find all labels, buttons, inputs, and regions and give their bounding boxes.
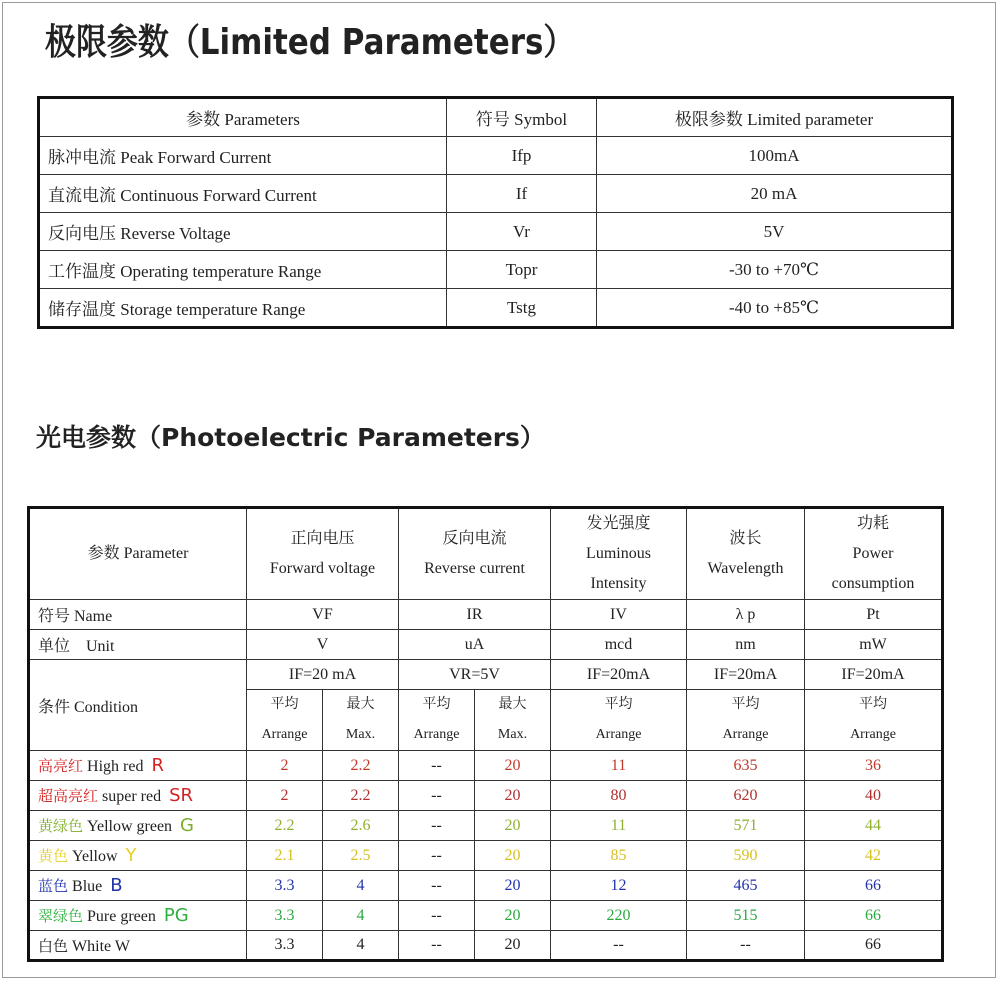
- value-cell: 465: [687, 871, 805, 901]
- header-li-en2: Intensity: [590, 575, 647, 592]
- value-cell: --: [399, 901, 475, 931]
- value-cell: 515: [687, 901, 805, 931]
- sub-arrange: 平均 Arrange: [805, 690, 943, 751]
- param-symbol: If: [447, 175, 597, 213]
- header-wl-en: Wavelength: [707, 560, 784, 577]
- value-cell: 571: [687, 811, 805, 841]
- value-cell: 220: [551, 901, 687, 931]
- value-cell: 12: [551, 871, 687, 901]
- header-li-en1: Luminous: [586, 545, 651, 562]
- condition-pt: IF=20mA: [805, 660, 943, 690]
- color-name: [29, 901, 247, 931]
- unit-nm: nm: [687, 630, 805, 660]
- color-name: [29, 751, 247, 781]
- header-limited-parameter: 极限参数 Limited parameter: [597, 98, 953, 137]
- color-name-en: White W: [72, 937, 130, 955]
- value-cell: --: [399, 781, 475, 811]
- color-name-cn: 蓝色: [38, 877, 69, 895]
- value-cell: 20: [475, 841, 551, 871]
- param-name: 直流电流 Continuous Forward Current: [39, 175, 447, 213]
- sub-max: 最大 Max.: [323, 690, 399, 751]
- header-forward-voltage: [247, 508, 399, 600]
- param-symbol: Tstg: [447, 289, 597, 328]
- sub-max: 最大 Max.: [475, 690, 551, 751]
- color-name: [29, 871, 247, 901]
- color-tag: R: [151, 755, 164, 776]
- color-name: [29, 931, 247, 961]
- unit-mw: mW: [805, 630, 943, 660]
- header-li-cn: 发光强度: [586, 515, 651, 532]
- condition-vf: IF=20 mA: [247, 660, 399, 690]
- header-parameter: 参数 Parameter: [29, 508, 247, 600]
- param-name: 脉冲电流 Peak Forward Current: [39, 137, 447, 175]
- condition-row: [29, 660, 943, 690]
- value-cell: 11: [551, 811, 687, 841]
- header-power-consumption: [805, 508, 943, 600]
- condition-ir: VR=5V: [399, 660, 551, 690]
- condition-label: 条件 Condition: [29, 660, 247, 751]
- param-value: -40 to +85℃: [597, 289, 953, 328]
- param-name: 反向电压 Reverse Voltage: [39, 213, 447, 251]
- header-luminous-intensity: [551, 508, 687, 600]
- unit-v: V: [247, 630, 399, 660]
- table-row: [29, 811, 943, 841]
- value-cell: --: [687, 931, 805, 961]
- table-header-row: [39, 98, 953, 137]
- table-header-row: [29, 508, 943, 600]
- unit-ua: uA: [399, 630, 551, 660]
- color-tag: PG: [163, 905, 189, 926]
- name-lambda: λ p: [687, 600, 805, 630]
- table-row: [39, 137, 953, 175]
- header-symbol: 符号 Symbol: [447, 98, 597, 137]
- value-cell: 44: [805, 811, 943, 841]
- value-cell: --: [399, 931, 475, 961]
- name-iv: IV: [551, 600, 687, 630]
- header-wl-cn: 波长: [729, 530, 762, 547]
- value-cell: 85: [551, 841, 687, 871]
- table-row: [39, 289, 953, 328]
- name-vf: VF: [247, 600, 399, 630]
- value-cell: 20: [475, 871, 551, 901]
- value-cell: --: [551, 931, 687, 961]
- color-name-cn: 超高亮红: [38, 787, 99, 805]
- color-tag: B: [110, 875, 123, 896]
- param-symbol: Vr: [447, 213, 597, 251]
- param-value: 20 mA: [597, 175, 953, 213]
- header-rc-en: Reverse current: [424, 560, 525, 577]
- color-name: [29, 841, 247, 871]
- header-rc-cn: 反向电流: [442, 530, 507, 547]
- value-cell: --: [399, 841, 475, 871]
- sub-arrange: 平均 Arrange: [247, 690, 323, 751]
- unit-label: 单位 Unit: [29, 630, 247, 660]
- color-name-cn: 黄色: [38, 847, 69, 865]
- color-tag: Y: [125, 845, 137, 866]
- color-name-en: Blue: [72, 878, 103, 895]
- color-name-cn: 黄绿色: [38, 817, 84, 835]
- header-parameters: 参数 Parameters: [39, 98, 447, 137]
- unit-row: [29, 630, 943, 660]
- table-row: [29, 871, 943, 901]
- table-row: [29, 901, 943, 931]
- name-pt: Pt: [805, 600, 943, 630]
- value-cell: 20: [475, 811, 551, 841]
- value-cell: --: [399, 811, 475, 841]
- value-cell: --: [399, 751, 475, 781]
- condition-lambda: IF=20mA: [687, 660, 805, 690]
- value-cell: 20: [475, 751, 551, 781]
- photoelectric-parameters-title: 光电参数（Photoelectric Parameters）: [36, 423, 545, 452]
- header-pc-cn: 功耗: [856, 515, 889, 532]
- sub-arrange: 平均 Arrange: [687, 690, 805, 751]
- value-cell: --: [399, 871, 475, 901]
- value-cell: 3.3: [247, 931, 323, 961]
- param-value: 100mA: [597, 137, 953, 175]
- color-name-en: Yellow green: [87, 818, 173, 835]
- value-cell: 2.2: [323, 781, 399, 811]
- color-name-cn: 翠绿色: [38, 907, 84, 925]
- header-reverse-current: [399, 508, 551, 600]
- value-cell: 4: [323, 931, 399, 961]
- color-name-en: Pure green: [87, 908, 156, 925]
- name-ir: IR: [399, 600, 551, 630]
- color-tag: SR: [169, 785, 194, 806]
- condition-iv: IF=20mA: [551, 660, 687, 690]
- table-row: [29, 931, 943, 961]
- value-cell: 40: [805, 781, 943, 811]
- param-symbol: Ifp: [447, 137, 597, 175]
- param-name: 储存温度 Storage temperature Range: [39, 289, 447, 328]
- value-cell: 2: [247, 751, 323, 781]
- value-cell: 590: [687, 841, 805, 871]
- value-cell: 2.5: [323, 841, 399, 871]
- value-cell: 2.6: [323, 811, 399, 841]
- value-cell: 20: [475, 901, 551, 931]
- header-pc-en2: consumption: [831, 575, 915, 592]
- table-row: [39, 251, 953, 289]
- header-wavelength: [687, 508, 805, 600]
- header-fv-cn: 正向电压: [290, 530, 355, 547]
- value-cell: 4: [323, 871, 399, 901]
- value-cell: 3.3: [247, 901, 323, 931]
- value-cell: 620: [687, 781, 805, 811]
- value-cell: 2.2: [247, 811, 323, 841]
- photoelectric-parameters-table: [27, 506, 944, 962]
- header-fv-en: Forward voltage: [269, 560, 376, 577]
- name-row: [29, 600, 943, 630]
- table-row: [29, 841, 943, 871]
- name-label: 符号 Name: [29, 600, 247, 630]
- value-cell: 66: [805, 901, 943, 931]
- color-rows: [29, 751, 943, 961]
- value-cell: 42: [805, 841, 943, 871]
- value-cell: 3.3: [247, 871, 323, 901]
- color-name-en: super red: [102, 788, 162, 805]
- value-cell: 36: [805, 751, 943, 781]
- sub-arrange: 平均 Arrange: [551, 690, 687, 751]
- value-cell: 20: [475, 781, 551, 811]
- param-symbol: Topr: [447, 251, 597, 289]
- table-row: [39, 175, 953, 213]
- color-tag: G: [180, 815, 194, 836]
- value-cell: 2.2: [323, 751, 399, 781]
- value-cell: 80: [551, 781, 687, 811]
- param-value: -30 to +70℃: [597, 251, 953, 289]
- value-cell: 66: [805, 931, 943, 961]
- value-cell: 2: [247, 781, 323, 811]
- param-name: 工作温度 Operating temperature Range: [39, 251, 447, 289]
- value-cell: 20: [475, 931, 551, 961]
- value-cell: 635: [687, 751, 805, 781]
- color-name-en: High red: [87, 758, 144, 775]
- table-row: [29, 781, 943, 811]
- color-name-cn: 白色: [38, 936, 69, 955]
- header-pc-en1: Power: [852, 545, 894, 562]
- color-name: [29, 781, 247, 811]
- value-cell: 66: [805, 871, 943, 901]
- limited-parameters-table: [37, 96, 954, 329]
- unit-mcd: mcd: [551, 630, 687, 660]
- table-row: [29, 751, 943, 781]
- limited-parameters-title: 极限参数（Limited Parameters）: [45, 22, 575, 63]
- param-value: 5V: [597, 213, 953, 251]
- sub-arrange: 平均 Arrange: [399, 690, 475, 751]
- value-cell: 2.1: [247, 841, 323, 871]
- value-cell: 11: [551, 751, 687, 781]
- table-row: [39, 213, 953, 251]
- color-name-en: Yellow: [72, 848, 118, 865]
- value-cell: 4: [323, 901, 399, 931]
- color-name: [29, 811, 247, 841]
- color-name-cn: 高亮红: [38, 757, 84, 775]
